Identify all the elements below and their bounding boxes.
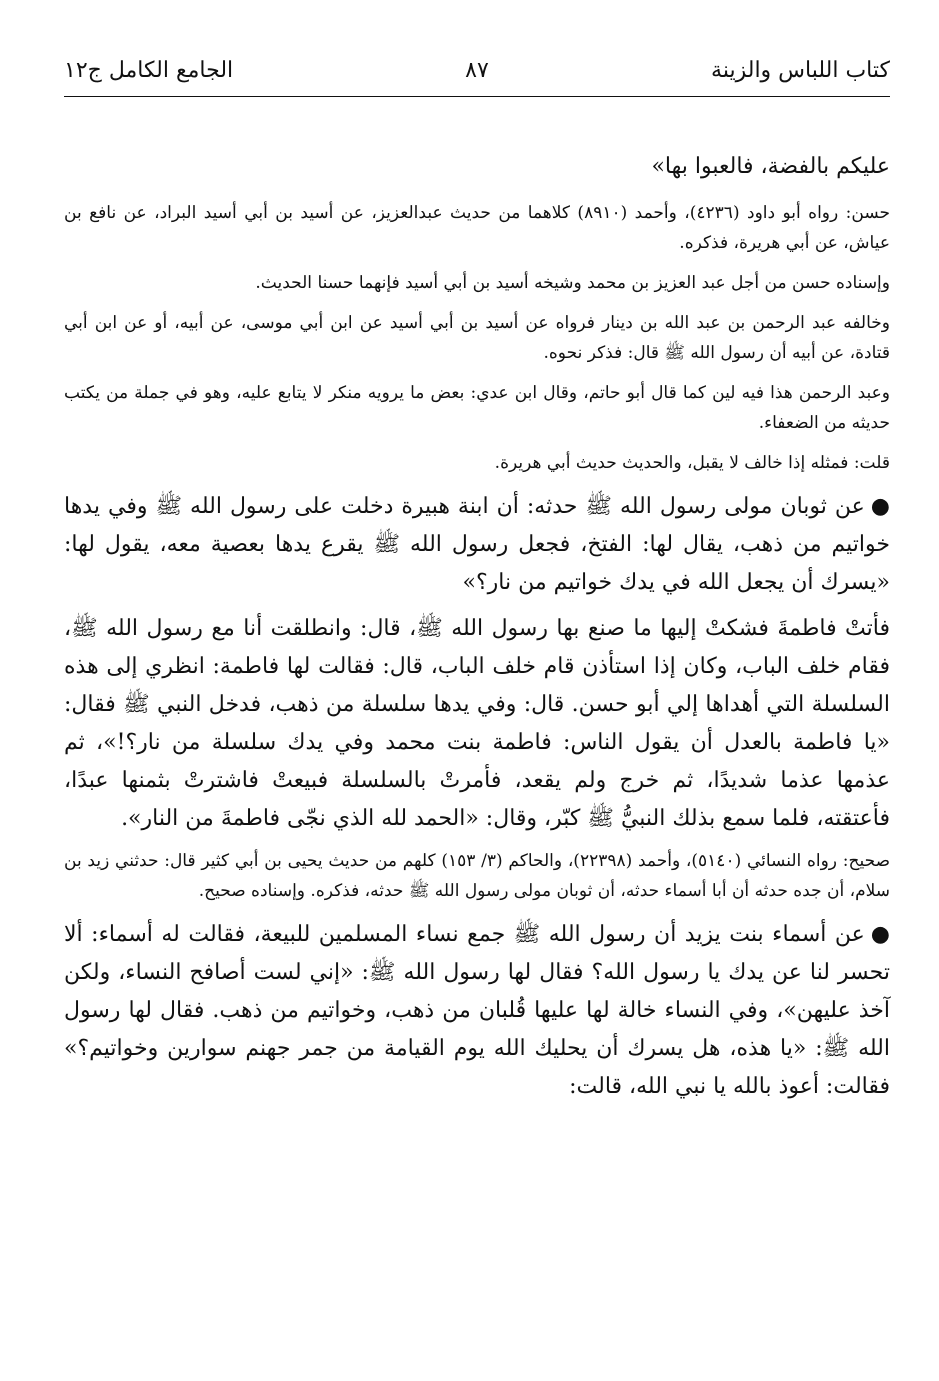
page-header <box>64 54 890 96</box>
takhrij-paragraph-3: وخالفه عبد الرحمن بن عبد الله بن دينار فرواه عن أسيد بن أبي أسيد عن ابن أبي موسى، عن أبيه، أو عن ابن أبي قتادة، عن أبيه أن رسول الله ﷺ قال: فذكر نحوه. <box>64 313 890 363</box>
opening-quote: عليكم بالفضة، فالعبوا بها» <box>651 154 890 179</box>
hadith-thawban-text: عن ثوبان مولى رسول الله ﷺ حدثه: أن ابنة هبيرة دخلت على رسول الله ﷺ وفي يدها خواتيم من ذهب، يقال لها: الفتخ، فجعل رسول الله ﷺ يقرع يدها بعصية معه، يقول لها: «يسرك أن يجعل الله في يدك خواتيم من نار؟» <box>64 494 890 595</box>
hadith-thawban-continuation: فأتتْ فاطمةَ فشكتْ إليها ما صنع بها رسول الله ﷺ، قال: وانطلقت أنا مع رسول الله ﷺ، فقام خلف الباب، وكان إذا استأذن قام خلف الباب، قال: فقالت لها فاطمة: انظري إلى هذه السلسلة التي أهداها إلي أبو حسن. قال: وفي يدها سلسلة من ذهب، فدخل النبي ﷺ فقال: «يا فاطمة بالعدل أن يقول الناس: فاطمة بنت محمد وفي يدك سلسلة من نار؟!»، ثم عذمها عذما شديدًا، ثم خرج ولم يقعد، فأمرتْ بالسلسلة فبيعتْ فاشترتْ بثمنها عبدًا، فأعتقته، فلما سمع بذلك النبيُّ ﷺ كبّر، وقال: «الحمد لله الذي نجّى فاطمةَ من النار». <box>64 616 891 831</box>
book-title: كتاب اللباس والزينة <box>711 58 890 83</box>
collection-title: الجامع الكامل ج١٢ <box>64 58 234 83</box>
takhrij-paragraph-1: حسن: رواه أبو داود (٤٢٣٦)، وأحمد (٨٩١٠) كلاهما من حديث عبدالعزيز، عن أسيد بن أبي أسيد البراد، عن نافع بن عياش، عن أبي هريرة، فذكره. <box>64 203 890 253</box>
hadith-asma <box>64 916 890 1106</box>
hadith-asma-text: عن أسماء بنت يزيد أن رسول الله ﷺ جمع نساء المسلمين للبيعة، فقالت له أسماء: ألا تحسر لنا عن يدك يا رسول الله؟ فقال لها رسول الله ﷺ: «إني لست أصافح النساء، ولكن آخذ عليهن»، وفي النساء خالة لها عليها قُلبان من ذهب، وخواتيم من ذهب. فقال لها رسول الله ﷺ: «يا هذه، هل يسرك أن يحليك الله يوم القيامة من جمر جهنم سوارين وخواتيم؟» فقالت: أعوذ بالله يا نبي الله، قالت: <box>64 922 890 1099</box>
header-divider <box>64 96 890 97</box>
page-content <box>64 96 890 1106</box>
bullet-icon: ● <box>870 494 890 519</box>
bullet-icon: ● <box>870 922 890 947</box>
document-page <box>64 54 890 1354</box>
hadith-thawban <box>64 488 890 602</box>
takhrij-paragraph-6: صحيح: رواه النسائي (٥١٤٠)، وأحمد (٢٢٣٩٨)، والحاكم (٣/ ١٥٣) كلهم من حديث يحيى بن أبي كثير قال: حدثني زيد بن سلام، أن جده حدثه أن أبا أسماء حدثه، أن ثوبان مولى رسول الله ﷺ حدثه، فذكره. وإسناده صحيح. <box>64 851 891 901</box>
takhrij-paragraph-5: قلت: فمثله إذا خالف لا يقبل، والحديث حديث أبي هريرة. <box>494 453 890 473</box>
takhrij-paragraph-2: وإسناده حسن من أجل عبد العزيز بن محمد وشيخه أسيد بن أبي أسيد فإنهما حسنا الحديث. <box>255 273 890 293</box>
takhrij-paragraph-4: وعبد الرحمن هذا فيه لين كما قال أبو حاتم، وقال ابن عدي: بعض ما يرويه منكر لا يتابع عليه، وهو في جملة من يكتب حديثه من الضعفاء. <box>64 383 890 433</box>
page-number: ٨٧ <box>465 58 489 83</box>
